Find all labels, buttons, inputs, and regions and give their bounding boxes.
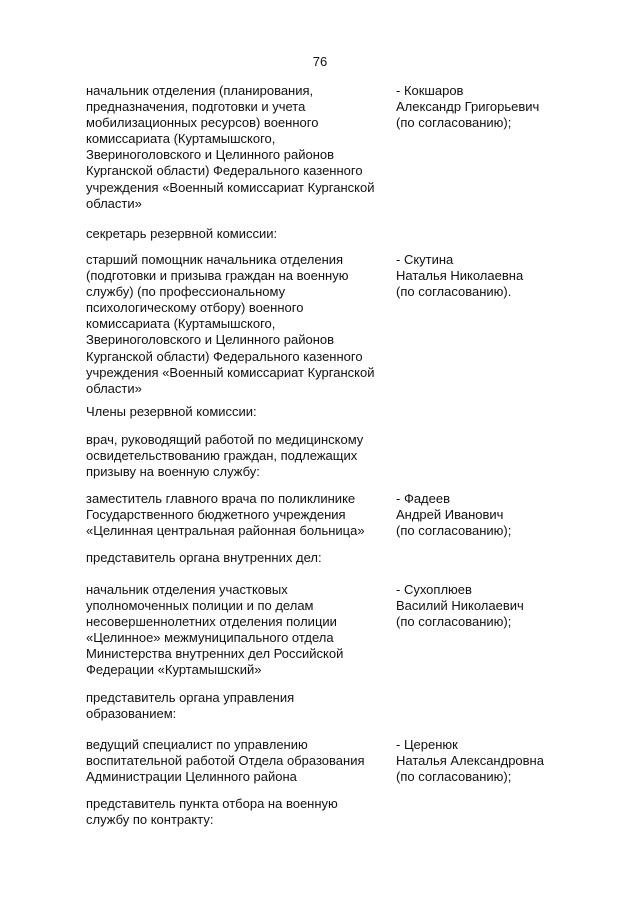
position-text-1: начальник отделения (планирования, предназначения, подготовки и учета мобилизационных ресурсов) военного комиссариата (Куртамышского, Звериноголовского и Целинного районов Курганской области) Федерального казенного учреждения «Военный комиссариат Курганской области» [86, 83, 375, 211]
heading-secretary: секретарь резервной комиссии: [86, 226, 278, 241]
person-text-4: - Сухоплюев Василий Николаевич (по согласованию); [396, 582, 524, 630]
page-number: 76 [312, 54, 328, 69]
heading-education: представитель органа управления образованием: [86, 690, 295, 722]
heading-internal-affairs: представитель органа внутренних дел: [86, 550, 322, 565]
heading-members: Члены резервной комиссии: [86, 404, 257, 419]
person-text-1: - Кокшаров Александр Григорьевич (по согласованию); [396, 83, 540, 131]
position-text-2: старший помощник начальника отделения (подготовки и призыва граждан на военную службу) (по профессиональному психологическому отбору) военного комиссариата (Куртамышского, Звериноголовского и Целинного районов Курганской области) Федерального казенного учреждения «Военный комиссариат Курганской области» [86, 252, 375, 396]
heading-contract-service: представитель пункта отбора на военную службу по контракту: [86, 796, 338, 828]
heading-doctor: врач, руководящий работой по медицинскому освидетельствованию граждан, подлежащих призыву на военную службу: [86, 432, 364, 480]
person-text-3: - Фадеев Андрей Иванович (по согласованию); [396, 491, 512, 539]
person-text-2: - Скутина Наталья Николаевна (по согласованию). [396, 252, 524, 300]
position-text-3: заместитель главного врача по поликлинике Государственного бюджетного учреждения «Целинная центральная районная больница» [86, 491, 365, 539]
position-text-5: ведущий специалист по управлению воспитательной работой Отдела образования Администрации Целинного района [86, 737, 365, 785]
person-text-5: - Церенюк Наталья Александровна (по согласованию); [396, 737, 544, 785]
position-text-4: начальник отделения участковых уполномоченных полиции и по делам несовершеннолетних отделения полиции «Целинное» межмуниципального отдела Министерства внутренних дел Российской Федерации «Куртамышский» [86, 582, 344, 678]
